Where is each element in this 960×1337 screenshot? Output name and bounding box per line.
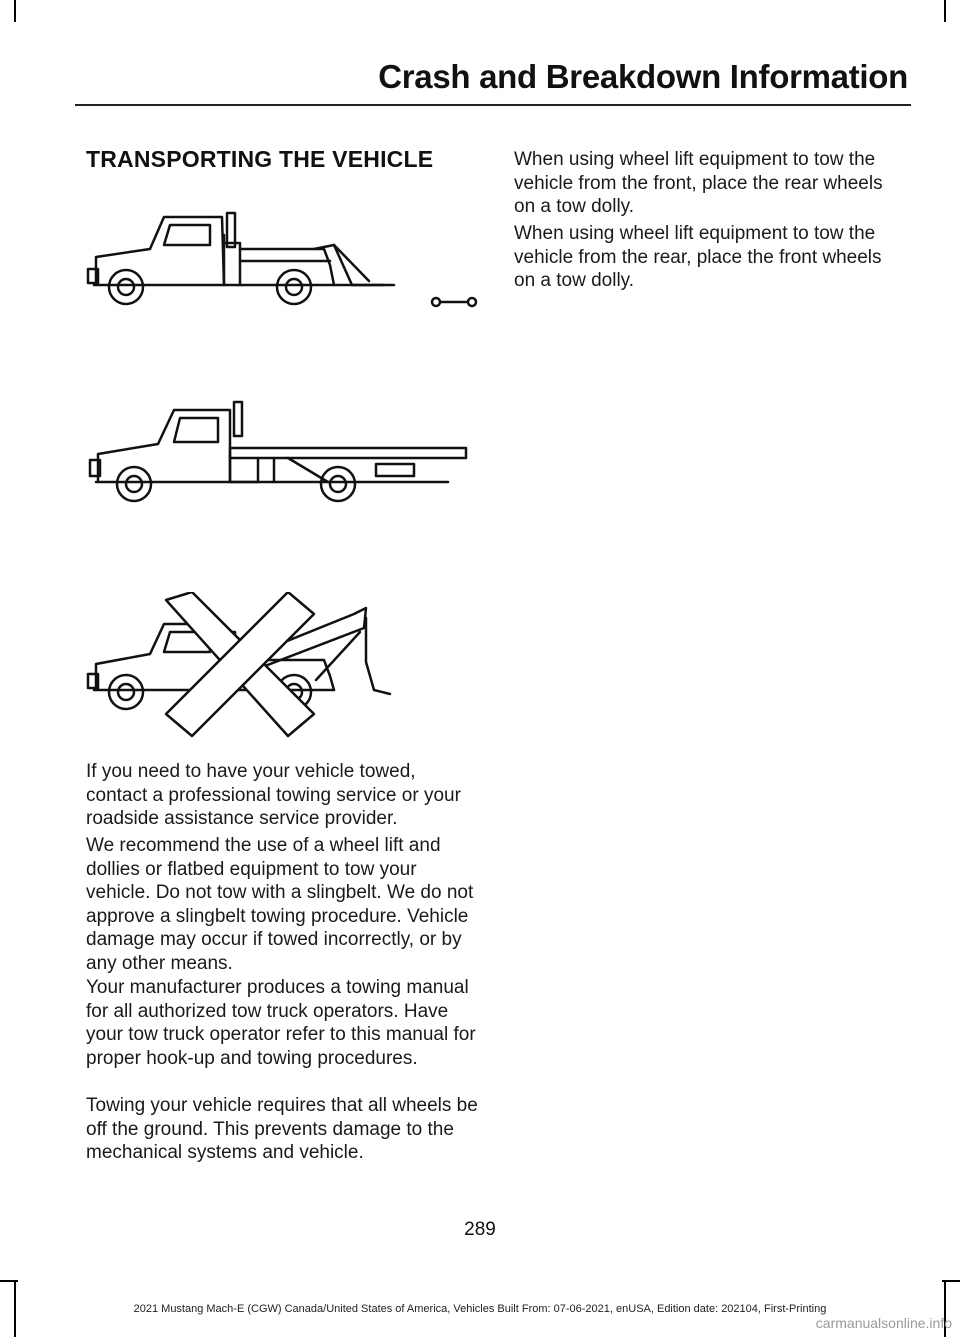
- paragraph-rear-wheel-lift: When using wheel lift equipment to tow the vehicle from the rear, place the front wheels on a tow dolly.: [514, 223, 882, 291]
- crop-mark: [944, 0, 946, 22]
- section-heading: TRANSPORTING THE VEHICLE: [86, 146, 434, 172]
- paragraph-front-wheel-lift: When using wheel lift equipment to tow the vehicle from the front, place the rear wheels on a tow dolly.: [514, 149, 883, 217]
- paragraph-recommended-equipment: We recommend the use of a wheel lift and dollies or flatbed equipment to tow your vehicle. Do not tow with a slingbelt. We do not approve a slingbelt towing procedure. Vehicle damage may occur if towed incorrectly, or by any other means.: [86, 835, 474, 974]
- header-divider: [75, 104, 911, 106]
- crop-mark: [14, 0, 16, 22]
- paragraph-contact-towing-service: If you need to have your vehicle towed, contact a professional towing service or your roadside assistance service provider.: [86, 761, 461, 829]
- chapter-title: Crash and Breakdown Information: [378, 58, 908, 95]
- edition-footer: 2021 Mustang Mach-E (CGW) Canada/United States of America, Vehicles Built From: 07-06-2021, enUSA, Edition date: 202104, First-Printing: [133, 1303, 827, 1315]
- paragraph-towing-manual: Your manufacturer produces a towing manual for all authorized tow truck operators. Have your tow truck operator refer to this manual for proper hook-up and towing procedures.: [86, 977, 476, 1069]
- crop-mark: [942, 1280, 960, 1282]
- paragraph-wheels-off-ground: Towing your vehicle requires that all wheels be off the ground. This prevents damage to the mechanical systems and vehicle.: [86, 1095, 478, 1163]
- watermark: carmanualsonline.info: [815, 1315, 952, 1331]
- wheel-lift-tow-truck-illustration: [84, 205, 484, 315]
- prohibited-x-icon: [158, 592, 318, 740]
- flatbed-tow-truck-illustration: [88, 398, 473, 506]
- page-number: 289: [464, 1219, 496, 1240]
